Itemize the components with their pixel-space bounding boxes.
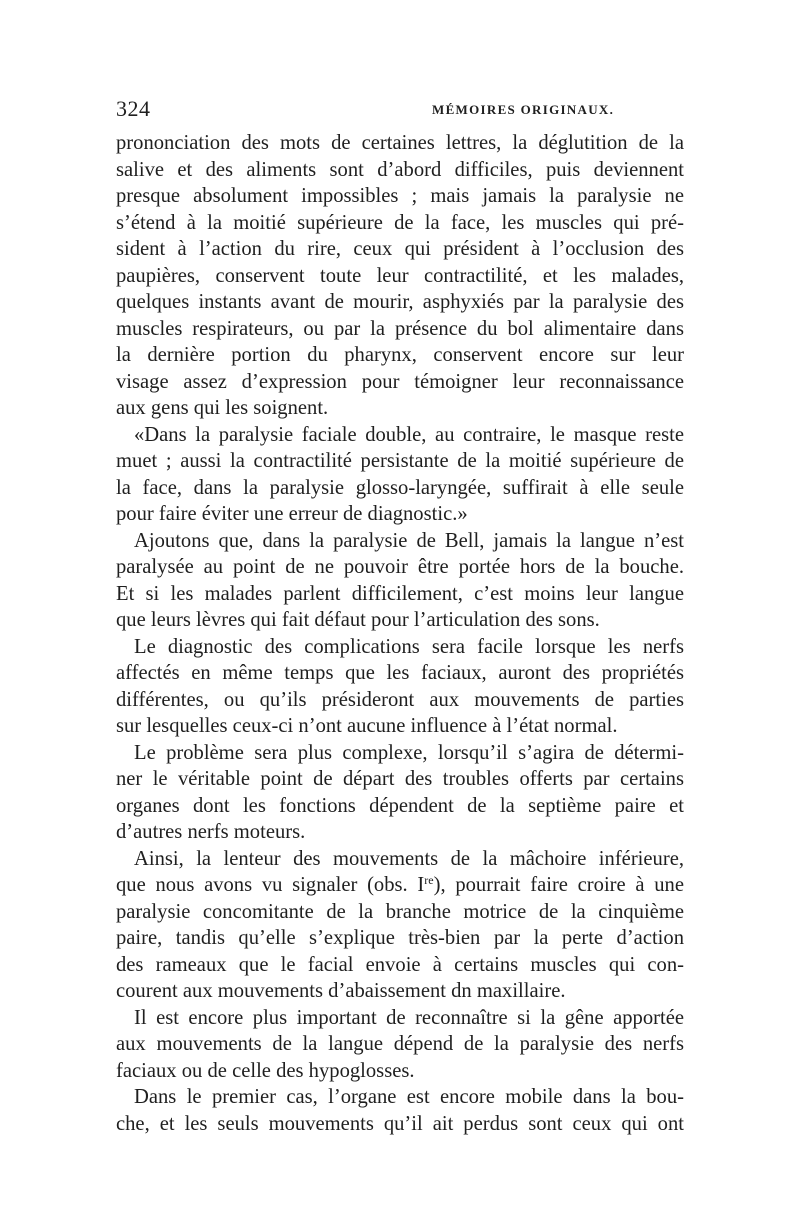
text-line: paralysée au point de ne pouvoir être portée hors de la bouche. (116, 556, 684, 578)
text-line: que leurs lèvres qui fait défaut pour l’articulation des sons. (116, 609, 600, 631)
text-line: aux gens qui les soignent. (116, 397, 329, 419)
running-head: MÉMOIRES ORIGINAUX. (432, 102, 615, 117)
text-line: la dernière portion du pharynx, conservent encore sur leur (116, 344, 684, 366)
text-line: aux mouvements de la langue dépend de la paralysie des nerfs (116, 1033, 684, 1055)
text-line: Ainsi, la lenteur des mouvements de la mâchoire inférieure, (134, 847, 684, 870)
text-line: Le diagnostic des complications sera facile lorsque les nerfs (134, 635, 684, 658)
text-line: muet ; aussi la contractilité persistante de la moitié supérieure de (116, 450, 684, 472)
text-line: paralysie concomitante de la branche motrice de la cinquième (116, 900, 684, 923)
text-line: ner le véritable point de départ des troubles offerts par certains (116, 768, 684, 790)
page-header (116, 96, 684, 126)
text-line: pour faire éviter une erreur de diagnostic.» (116, 503, 468, 525)
text-line: prononciation des mots de certaines lettres, la déglutition de la (116, 132, 684, 154)
text-line: affectés en même temps que les faciaux, auront des propriétés (116, 662, 684, 684)
page-number: 324 (116, 96, 151, 121)
text-line: Ajoutons que, dans la paralysie de Bell, jamais la langue n’est (134, 529, 684, 552)
text-line: faciaux ou de celle des hypoglosses. (116, 1059, 415, 1082)
text-line: des rameaux que le facial envoie à certains muscles qui con- (116, 953, 684, 976)
text-fragment: ), pourrait faire croire à une (433, 874, 684, 896)
text-line: sident à l’action du rire, ceux qui président à l’occlusion des (116, 238, 684, 260)
text-line: sur lesquelles ceux-ci n’ont aucune influence à l’état normal. (116, 715, 618, 737)
text-line: d’autres nerfs moteurs. (116, 821, 306, 843)
text-fragment: que nous avons vu signaler (obs. I (116, 874, 425, 896)
superscript: re (424, 873, 434, 887)
text-line: Dans le premier cas, l’organe est encore mobile dans la bou- (134, 1086, 684, 1108)
text-line-with-superscript (116, 872, 684, 899)
text-line: paire, tandis qu’elle s’explique très-bien par la perte d’action (116, 927, 684, 949)
text-line: s’étend à la moitié supérieure de la face, les muscles qui pré- (116, 211, 684, 234)
text-line: Et si les malades parlent difficilement, c’est moins leur langue (116, 582, 684, 605)
text-line: différentes, ou qu’ils présideront aux mouvements de parties (116, 688, 684, 711)
text-line: che, et les seuls mouvements qu’il ait perdus sont ceux qui ont (116, 1112, 684, 1135)
text-line: muscles respirateurs, ou par la présence du bol alimentaire dans (116, 317, 684, 340)
text-line: salive et des aliments sont d’abord difficiles, puis deviennent (116, 158, 684, 181)
text-line: courent aux mouvements d’abaissement dn maxillaire. (116, 980, 566, 1002)
text-line: paupières, conservent toute leur contractilité, et les malades, (116, 264, 684, 287)
text-line: organes dont les fonctions dépendent de la septième paire et (116, 794, 684, 817)
body-text (116, 130, 684, 1137)
text-line: presque absolument impossibles ; mais jamais la paralysie ne (116, 185, 684, 207)
text-line: quelques instants avant de mourir, asphyxiés par la paralysie des (116, 291, 684, 313)
text-line: Le problème sera plus complexe, lorsqu’il s’agira de détermi- (134, 741, 684, 764)
text-line: «Dans la paralysie faciale double, au contraire, le masque reste (134, 423, 684, 446)
text-line: visage assez d’expression pour témoigner leur reconnaissance (116, 370, 684, 393)
text-line: la face, dans la paralysie glosso-laryngée, suffirait à elle seule (116, 476, 684, 499)
text-line: Il est encore plus important de reconnaître si la gêne apportée (134, 1006, 684, 1029)
